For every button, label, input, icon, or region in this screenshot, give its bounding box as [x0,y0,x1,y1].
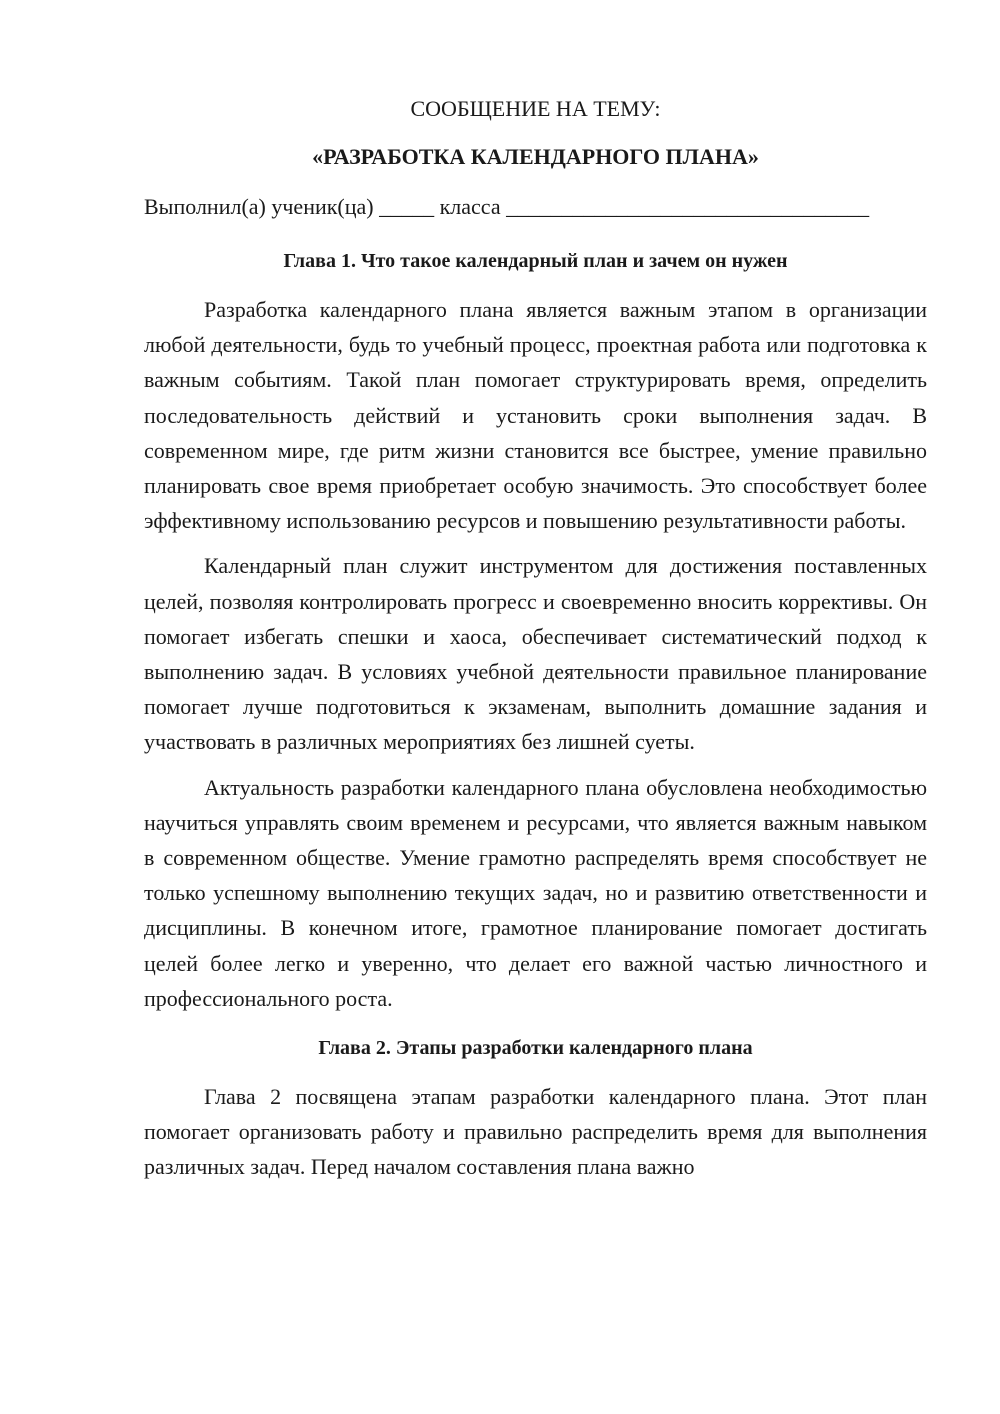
document-title-line-1: СООБЩЕНИЕ НА ТЕМУ: [410,96,661,121]
author-line: Выполнил(а) ученик(ца) _____ класса _________________________________ [144,194,870,219]
chapter-2-heading: Глава 2. Этапы разработки календарного плана [318,1037,753,1060]
chapter-1-paragraph-3: Актуальность разработки календарного плана обусловлена необходимостью научиться управлять своим временем и ресурсами, что является важным навыком в современном обществе. Умение грамотно распределять время способствует не только успешному выполнению текущих задач, но и развитию ответственности и дисциплины. В конечном итоге, грамотное планирование помогает достигать целей более легко и уверенно, что делает его важной частью личностного и профессионального роста. [144,774,927,1011]
document-title-line-2: «РАЗРАБОТКА КАЛЕНДАРНОГО ПЛАНА» [312,144,759,169]
document-page [144,95,927,1185]
chapter-1-paragraph-1: Разработка календарного плана является важным этапом в организации любой деятельности, будь то учебный процесс, проектная работа или подготовка к важным событиям. Такой план помогает структурировать время, определить последовательность действий и установить сроки выполнения задач. В современном мире, где ритм жизни становится все быстрее, умение правильно планировать свое время приобретает особую значимость. Это способствует более эффективному использованию ресурсов и повышению результативности работы. [144,297,927,534]
chapter-1-paragraph-2: Календарный план служит инструментом для достижения поставленных целей, позволяя контролировать прогресс и своевременно вносить коррективы. Он помогает избегать спешки и хаоса, обеспечивает систематический подход к выполнению задач. В условиях учебной деятельности правильное планирование помогает лучше подготовиться к экзаменам, выполнить домашние задания и участвовать в различных мероприятиях без лишней суеты. [144,553,927,755]
chapter-1-heading: Глава 1. Что такое календарный план и зачем он нужен [283,250,788,272]
chapter-2-paragraph-1: Глава 2 посвящена этапам разработки календарного плана. Этот план помогает организовать работу и правильно распределить время для выполнения различных задач. Перед началом составления плана важно [144,1084,927,1180]
